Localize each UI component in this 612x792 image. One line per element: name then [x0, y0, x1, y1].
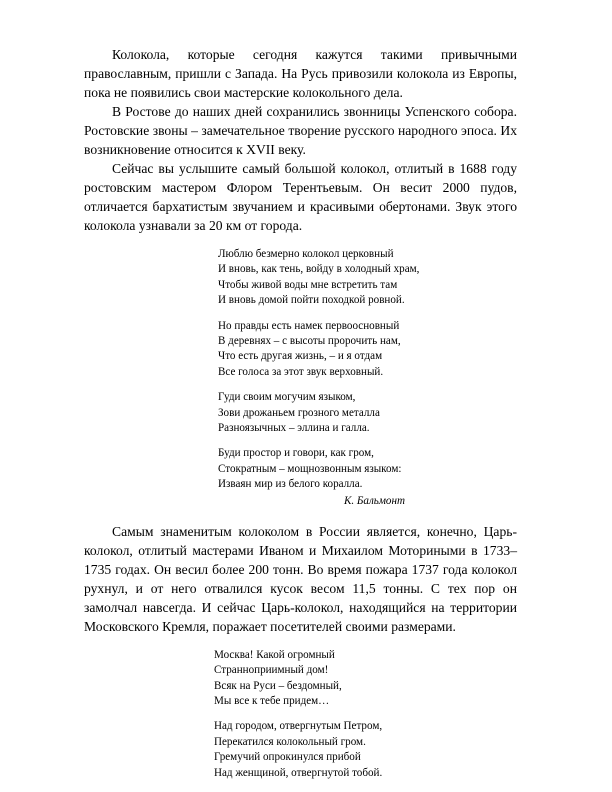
poem-line: Разноязычных – эллина и галла.: [218, 422, 370, 435]
poem-line: В деревнях – с высоты пророчить нам,: [218, 335, 401, 348]
poem-line: Всяк на Руси – бездомный,: [214, 679, 342, 692]
poem-stanza: [218, 390, 517, 436]
poem-line: Перекатился колокольный гром.: [214, 735, 366, 748]
poem-line: Странноприимный дом!: [214, 664, 329, 677]
poem-balmont: [218, 247, 517, 493]
poem-line: Гуди своим могучим языком,: [218, 391, 356, 404]
poem-line: Буди простор и говори, как гром,: [218, 447, 374, 460]
paragraph-1: Колокола, которые сегодня кажутся такими привычными православным, пришли с Запада. На Русь привозили колокола из Европы, пока не появились свои мастерские колокольного дела.: [84, 47, 517, 100]
poem-line: Мы все к тебе придем…: [214, 694, 330, 707]
paragraph-3: Сейчас вы услышите самый большой колокол, отлитый в 1688 году ростовским мастером Флором Терентьевым. Он весит 2000 пудов, отличается бархатистым звучанием и красивыми обертонами. Звук этого колокола узнавали за 20 км от города.: [84, 161, 517, 233]
poem-stanza: [218, 247, 517, 309]
poem-moscow: [214, 648, 517, 781]
poem-line: Над женщиной, отвергнутой тобой.: [214, 766, 383, 779]
poem-line: Изваян мир из белого коралла.: [218, 478, 363, 491]
document-page: [84, 45, 517, 781]
poem-line: Чтобы живой воды мне встретить там: [218, 278, 398, 291]
poem-line: И вновь домой пойти походкой ровной.: [218, 294, 405, 307]
poem-line: И вновь, как тень, войду в холодный храм,: [218, 263, 420, 276]
poem-line: Гремучий опрокинулся прибой: [214, 751, 361, 764]
poem-author: К. Бальмонт: [343, 494, 405, 507]
poem-line: Москва! Какой огромный: [214, 648, 335, 661]
poem-line: Что есть другая жизнь, – и я отдам: [218, 350, 383, 363]
poem-stanza: [214, 648, 517, 710]
poem-stanza: [218, 446, 517, 492]
poem-line: Стократным – мощнозвонным языком:: [218, 462, 402, 475]
poem-line: Все голоса за этот звук верховный.: [218, 365, 384, 378]
paragraph-2: В Ростове до наших дней сохранились звонницы Успенского собора. Ростовские звоны – замечательное творение русского народного эпоса. Их возникновение относится к XVII веку.: [84, 104, 517, 157]
poem-line: Но правды есть намек первоосновный: [218, 319, 400, 332]
poem-line: Люблю безмерно колокол церковный: [218, 248, 394, 260]
paragraph-4: Самым знаменитым колоколом в России является, конечно, Царь-колокол, отлитый мастерами Иваном и Михаилом Моториными в 1733–1735 годах. Он весил более 200 тонн. Во время пожара 1737 года колокол рухнул, и от него отвалился кусок весом 11,5 тонны. С тех пор он замолчал навсегда. И сейчас Царь-колокол, находящийся на территории Московского Кремля, поражает посетителей своими размерами.: [84, 523, 517, 634]
poem-line: Над городом, отвергнутым Петром,: [214, 720, 383, 733]
poem-stanza: [218, 319, 517, 381]
poem-stanza: [214, 719, 517, 781]
poem-line: Зови дрожаньем грозного металла: [218, 406, 380, 419]
